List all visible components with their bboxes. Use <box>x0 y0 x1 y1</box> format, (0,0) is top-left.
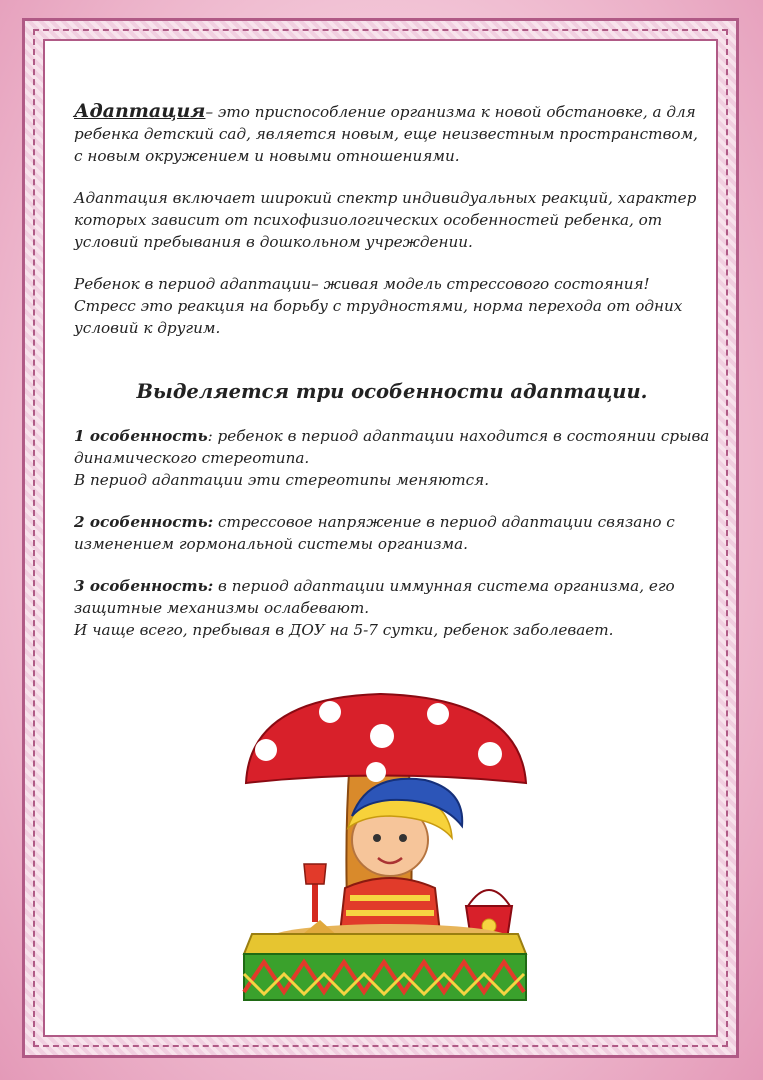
cap-dot <box>370 724 394 748</box>
feature-2-label: 2 особенность: <box>74 513 214 531</box>
paragraph-3: Ребенок в период адаптации– живая модель стрессового состояния! Стресс это реакция на борьбу с трудностями, норма перехода от одних условий к другим. <box>74 275 683 337</box>
feature-1-text: ребенок в период адаптации находится в состоянии срыва динамического стереотипа. <box>74 427 710 467</box>
feature-3-label: 3 особенность: <box>74 577 214 595</box>
intro-term: Адаптация <box>74 100 206 122</box>
feature-2-text: стрессовое напряжение в период адаптации связано с изменением гормональной системы организма. <box>74 513 675 553</box>
shovel-blade <box>304 864 326 884</box>
mushroom-sandbox-illustration <box>240 688 530 1008</box>
child-eye <box>399 834 407 842</box>
child-eye <box>373 834 381 842</box>
feature-3-extra: И чаще всего, пребывая в ДОУ на 5-7 сутки, ребенок заболевает. <box>74 621 614 639</box>
intro-paragraph <box>74 100 710 167</box>
section-heading: Выделяется три особенности адаптации. <box>136 380 648 403</box>
feature-3-text: в период адаптации иммунная система организма, его защитные механизмы ослабевают. <box>74 577 675 617</box>
feature-1 <box>74 425 710 491</box>
bucket-handle <box>468 890 510 906</box>
cap-dot <box>366 762 386 782</box>
article-content <box>74 100 710 661</box>
sandbox-rim <box>244 934 526 954</box>
feature-1-sep: : <box>207 427 213 445</box>
feature-1-extra: В период адаптации эти стереотипы меняются. <box>74 471 490 489</box>
feature-3 <box>74 575 710 641</box>
cap-dot <box>319 701 341 723</box>
feature-1-label: 1 особенность <box>74 427 208 445</box>
feature-2 <box>74 511 710 555</box>
intro-text: – это приспособление организма к новой обстановке, а для ребенка детский сад, является новым, еще неизвестным пространством, с новым окружением и новыми отношениями. <box>74 103 698 165</box>
cap-dot <box>255 739 277 761</box>
paragraph-2: Адаптация включает широкий спектр индивидуальных реакций, характер которых зависит от психофизиологических особенностей ребенка, от условий пребывания в дошкольном учреждении. <box>74 189 697 251</box>
cap-dot <box>427 703 449 725</box>
cap-dot <box>478 742 502 766</box>
